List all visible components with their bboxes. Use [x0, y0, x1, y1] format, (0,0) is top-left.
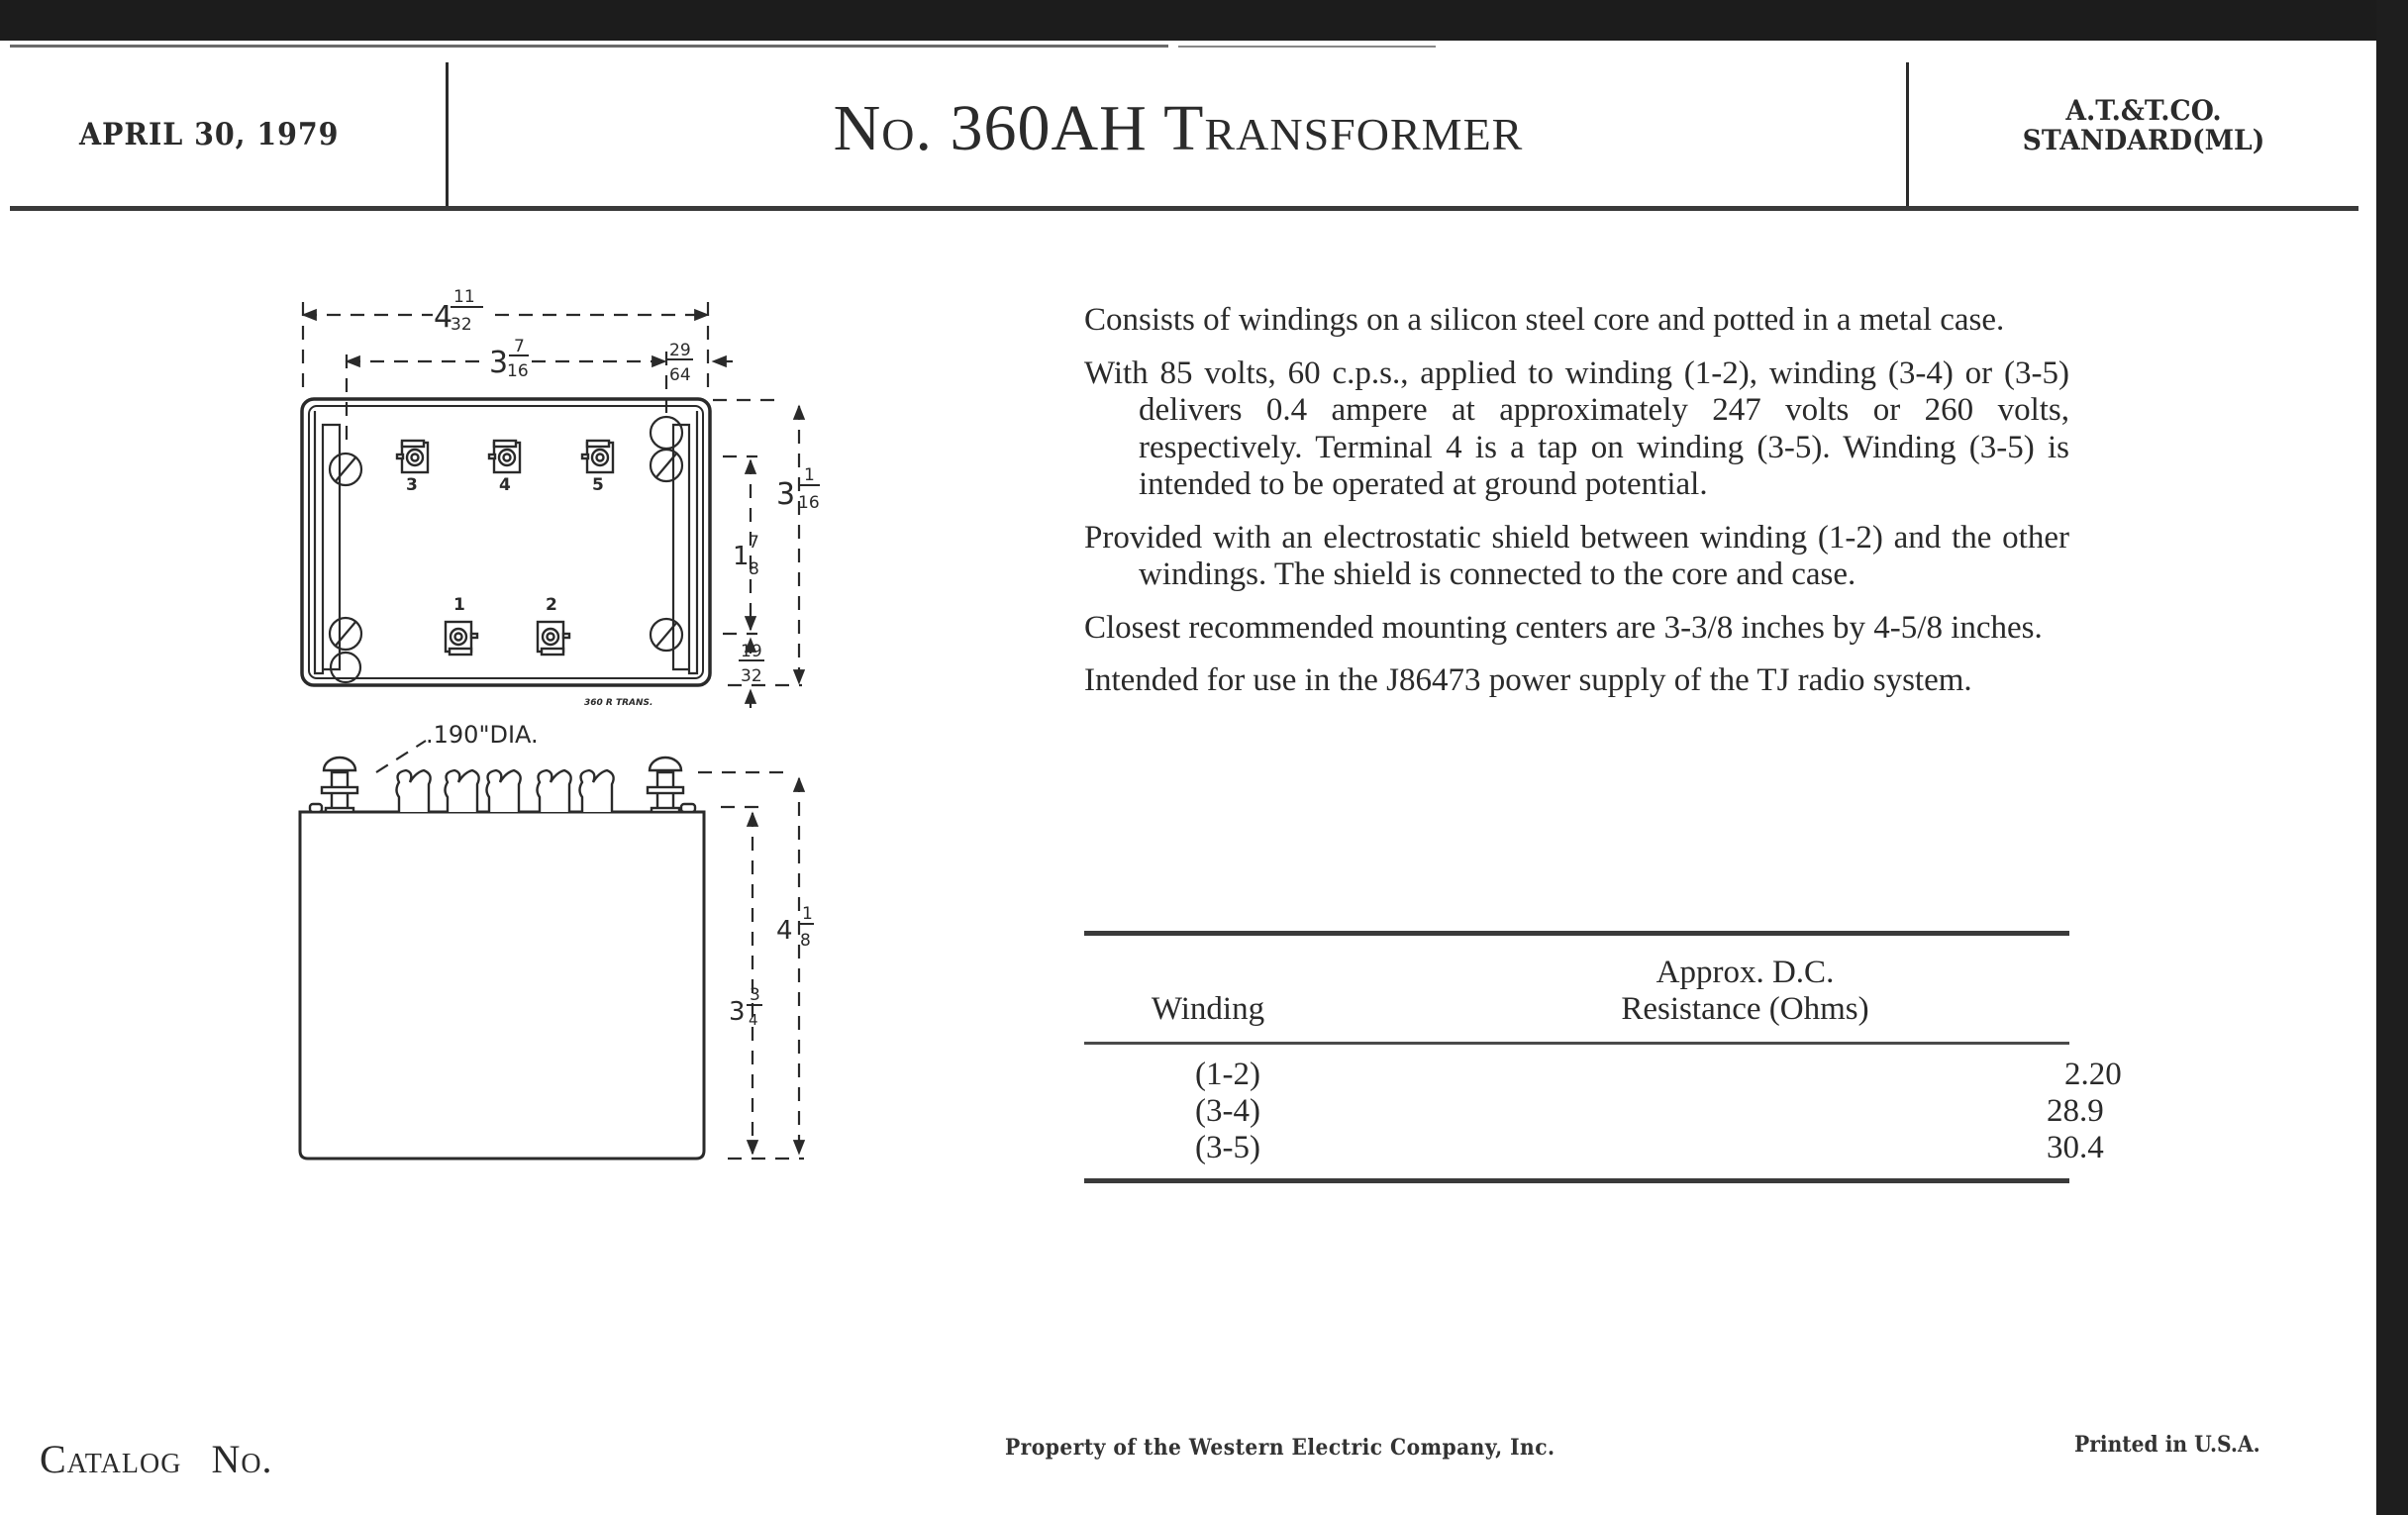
cell-resistance: 28.9	[2047, 1093, 2104, 1129]
terminal-label-4: 4	[499, 475, 511, 495]
table-row	[1084, 1130, 2104, 1166]
dim-overall-height-den: 8	[800, 931, 811, 951]
dim-edge-offset-num: 29	[669, 341, 691, 360]
dim-mounting-span-whole: 3	[489, 346, 509, 380]
dim-mount-depth-den: 8	[749, 559, 759, 579]
header-winding: Winding	[1151, 991, 1265, 1027]
description-paragraph: Closest recommended mounting centers are 3-3/8 inches by 4-5/8 inches.	[1084, 609, 2043, 646]
dim-overall-depth-whole: 3	[776, 477, 796, 512]
terminal-1-icon	[446, 622, 477, 655]
table-header	[1084, 936, 2069, 1042]
header-resistance-line-1: Approx. D.C.	[1656, 955, 1835, 990]
description	[1084, 302, 2069, 716]
dim-mount-depth-num: 7	[749, 533, 759, 553]
catalog-number-label	[40, 1436, 273, 1482]
printed-in-notice: Printed in U.S.A.	[2074, 1432, 2260, 1458]
description-paragraph: Intended for use in the J86473 power supply of the TJ radio system.	[1084, 662, 1972, 698]
header-resistance	[1332, 955, 2069, 1042]
dim-overall-width-whole: 4	[434, 300, 453, 335]
cell-resistance: 30.4	[2047, 1130, 2104, 1165]
property-notice: Property of the Western Electric Company, Inc.	[1005, 1435, 1555, 1461]
resistance-table	[1084, 931, 2122, 1183]
dim-bottom-offset-num: 19	[741, 642, 762, 661]
description-paragraph: With 85 volts, 60 c.p.s., applied to winding (1-2), winding (3-4) or (3-5) delivers 0.4 ampere at approximately 247 volts or 260 volts, respectively. Terminal 4 is a tap on winding (3-5). Winding (3-5) is intended to be operated at ground potential.	[1084, 354, 2069, 502]
standard-line-1: A.T.&T.CO.	[2065, 94, 2222, 127]
dim-overall-width-num: 11	[453, 287, 475, 307]
document-title: No. 360AH Transformer	[833, 92, 1524, 164]
cell-winding: (3-5)	[1195, 1130, 1260, 1165]
terminal-label-5: 5	[592, 475, 604, 495]
standard-line-2: STANDARD(ML)	[2022, 124, 2265, 156]
document-date: APRIL 30, 1979	[79, 117, 340, 152]
stud-diameter-callout: .190"DIA.	[426, 721, 539, 749]
dim-overall-height-num: 1	[802, 904, 813, 924]
header-resistance-line-2: Resistance (Ohms)	[1621, 991, 1869, 1027]
solder-lugs-icon	[397, 770, 614, 812]
dim-right-side	[713, 400, 802, 708]
cell-winding: (1-2)	[1195, 1057, 1260, 1092]
catalog-label: Catalog	[40, 1437, 182, 1481]
dim-mount-depth-whole: 1	[733, 542, 750, 571]
terminal-lugs-top-view	[397, 441, 613, 655]
terminal-3-icon	[397, 441, 428, 472]
description-paragraph: Provided with an electrostatic shield between winding (1-2) and the other windings. The shield is connected to the core and case.	[1084, 519, 2069, 592]
mounting-stud-right-icon	[648, 758, 683, 812]
cell-resistance: 2.20	[2064, 1057, 2122, 1092]
mounting-stud-left-icon	[322, 758, 357, 812]
side-view-case	[300, 812, 704, 1159]
terminal-4-icon	[489, 441, 520, 472]
table-bottom-rule	[1084, 1178, 2069, 1183]
dim-case-height-whole: 3	[729, 997, 746, 1027]
terminal-label-3: 3	[406, 475, 418, 495]
drawing-caption: 360 R TRANS.	[584, 698, 653, 708]
dim-overall-depth-num: 1	[804, 465, 815, 485]
dim-edge-offset-den: 64	[669, 365, 691, 385]
terminal-5-icon	[582, 441, 613, 472]
dim-case-height-num: 3	[750, 985, 760, 1005]
terminal-2-icon	[538, 622, 569, 655]
dim-overall-width-den: 32	[451, 315, 472, 335]
case-tab-right	[681, 804, 695, 812]
dim-mounting-span-den: 16	[507, 361, 529, 381]
dim-overall-height-whole: 4	[776, 916, 793, 946]
dim-overall-depth-den: 16	[798, 493, 820, 513]
cell-winding: (3-4)	[1195, 1093, 1260, 1129]
case-tab-left	[310, 804, 322, 812]
terminal-label-1: 1	[453, 595, 465, 615]
catalog-no-label: No.	[211, 1437, 273, 1481]
table-row	[1084, 1057, 2122, 1093]
table-row	[1084, 1093, 2104, 1130]
description-paragraph: Consists of windings on a silicon steel core and potted in a metal case.	[1084, 302, 2005, 338]
dim-case-height-den: 4	[749, 1011, 758, 1029]
dim-bottom-offset-den: 32	[741, 666, 762, 686]
side-view-hardware	[310, 758, 695, 812]
dim-mounting-span-num: 7	[514, 337, 525, 356]
table-body	[1084, 1045, 2122, 1178]
terminal-label-2: 2	[546, 595, 557, 615]
